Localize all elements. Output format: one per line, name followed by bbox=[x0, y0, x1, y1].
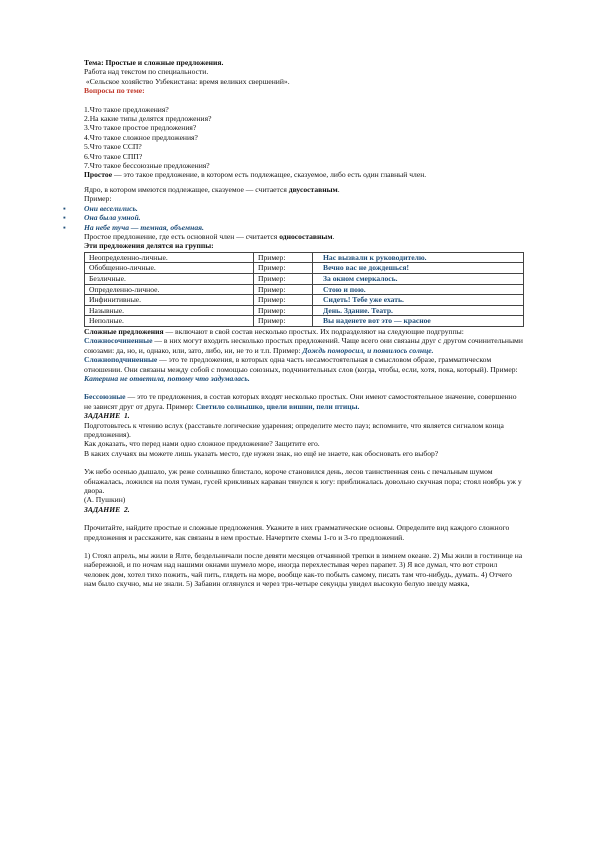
question-item: 1.Что такое предложения? bbox=[84, 104, 169, 114]
ssp-definition bbox=[84, 336, 524, 355]
group-example: Нас вызвали к руководителю. bbox=[313, 252, 524, 263]
example-item: ▪ Они веселились. bbox=[84, 204, 524, 213]
task2-title: ЗАДАНИЕ 2. bbox=[84, 504, 130, 514]
group-label: Пример: bbox=[254, 263, 313, 274]
example-label: Пример: bbox=[84, 194, 112, 204]
task2-instruction: Прочитайте, найдите простые и сложные предложения. Укажите в них грамматические основы. Определите вид каждого сложного предложения и расскажите, как связаны в нем простые. Начертите схемы 1-го и 3-го предложений. bbox=[84, 523, 510, 542]
bsp-text: — это те предложения, в состав которых входят несколько простых. Они имеют самостоятельное значение, совершенно не зависят друг от друга. Пример: bbox=[84, 392, 517, 411]
task1-instruction: Подготовьтесь к чтению вслух (расставьте логические ударения; определите место пауз; вспомните, что является сигналом конца предложения). bbox=[84, 420, 504, 439]
subtitle-line: Работа над текстом по специальности. bbox=[84, 67, 209, 77]
spp-example: Катерина не ответила, потому что задумалась. bbox=[84, 373, 250, 383]
task1-title: ЗАДАНИЕ 1. bbox=[84, 411, 130, 421]
two-part-text: Ядро, в котором имеются подлежащее, сказуемое — считается bbox=[84, 184, 289, 194]
group-example: Вы наденете вот это — красное bbox=[313, 316, 524, 327]
task2-text: 1) Стоял апрель, мы жили в Ялте, бездельничали после девяти месяцев отчаянной трепки в зимнем океане. 2) Мы жили в гостинице на набережной, и по ночам над нашими окнами шумело море, иногда перехлестывая через парапет. 3) Я все думал, что вот строил человек дом, хотел тихо пожить, чай пить, глядеть на море, вообще как-то побыть самому, писать там что-нибудь, думать. 4) Отчего нам было скучно, мы не знали. 5) Забавин оглянулся и через три-четыре секунды увидел высокую белую звезду маяка, bbox=[84, 551, 523, 589]
table-row bbox=[85, 263, 524, 274]
group-type: Обобщенно-личные. bbox=[85, 263, 254, 274]
group-label: Пример: bbox=[254, 316, 313, 327]
group-type: Инфинитивные. bbox=[85, 295, 254, 306]
group-type: Определенно-личное. bbox=[85, 284, 254, 295]
question-item: 3.Что такое простое предложения? bbox=[84, 123, 197, 133]
group-example: Сидеть! Тебе уже ехать. bbox=[313, 295, 524, 306]
complex-definition bbox=[84, 327, 524, 336]
subtitle-line: «Сельское хозяйство Узбекистана: время великих свершений». bbox=[84, 76, 290, 86]
page-title: Тема: Простые и сложные предложения. bbox=[84, 58, 224, 67]
bsp-example: Светило солнышко, цвели вишни, пели птицы. bbox=[195, 401, 360, 411]
poem-text: Уж небо осенью дышало, уж реже солнышко блистало, короче становился день, лесов таинственная сень с печальным шумом обнажалась, ложился на поля туман, гусей крикливых караван тянулся к югу: приближалась довольно скучная пора; стоял ноябрь уж у двора. bbox=[84, 467, 522, 495]
task1-instruction: Как доказать, что перед нами одно сложное предложение? Защитите его. bbox=[84, 439, 320, 449]
spp-definition bbox=[84, 355, 524, 383]
group-label: Пример: bbox=[254, 252, 313, 263]
simple-text: — это такое предложение, в котором есть подлежащее, сказуемое, либо есть один главный член. bbox=[112, 170, 427, 180]
one-part-text: Простое предложение, где есть основной член — считается bbox=[84, 231, 280, 241]
ssp-term: Сложносочиненные bbox=[84, 336, 153, 346]
task1-instruction: В каких случаях вы можете лишь указать место, где нужен знак, но ещё не знаете, как обосновать его выбор? bbox=[84, 448, 439, 458]
group-example: За окном смеркалось. bbox=[313, 273, 524, 284]
table-row bbox=[85, 305, 524, 316]
table-row bbox=[85, 295, 524, 306]
table-row bbox=[85, 252, 524, 263]
example-item: ▪ Она была умной. bbox=[84, 213, 524, 222]
bsp-definition bbox=[84, 392, 524, 411]
question-item: 4.Что такое сложное предложения? bbox=[84, 132, 198, 142]
question-item: 2.На какие типы делятся предложения? bbox=[84, 114, 212, 124]
poem-author: (А. Пушкин) bbox=[84, 495, 126, 505]
group-example: Вечно вас не дождешься! bbox=[313, 263, 524, 274]
group-example: День. Здание. Театр. bbox=[313, 305, 524, 316]
group-label: Пример: bbox=[254, 295, 313, 306]
group-type: Неполные. bbox=[85, 316, 254, 327]
group-label: Пример: bbox=[254, 284, 313, 295]
ssp-text: — в них могут входить несколько простых предложений. Чаще всего они связаны друг с другом сочинительными союзами: да, но, и, однако, или, зато, либо, ни, не то и т.п. Пример: bbox=[84, 336, 523, 355]
examples-list bbox=[84, 204, 524, 232]
table-row bbox=[85, 316, 524, 327]
group-type: Неопределенно-личные. bbox=[85, 252, 254, 263]
spp-text: — это те предложения, в которых одна часть несамостоятельная в смысловом образе, грамматическом отношении. Они связаны между собой с помощью союзных, подчинительных слов (когда, чтобы, если, хотя, пока, который). Пример: bbox=[84, 355, 518, 374]
groups-heading: Эти предложения делятся на группы: bbox=[84, 241, 214, 251]
groups-table bbox=[84, 252, 524, 327]
example-item: ▪ На небе туча — темная, объемная. bbox=[84, 223, 524, 232]
questions-heading: Вопросы по теме: bbox=[84, 86, 145, 96]
simple-term: Простое bbox=[84, 170, 113, 180]
ssp-example: Дождь поморосил, и появилось солнце. bbox=[302, 345, 434, 355]
group-type: Назывные. bbox=[85, 305, 254, 316]
complex-text: — включают в свой состав несколько простых. Их подразделяют на следующие подгруппы: bbox=[163, 326, 464, 336]
complex-term: Сложные предложения bbox=[84, 326, 164, 336]
table-row bbox=[85, 273, 524, 284]
group-label: Пример: bbox=[254, 273, 313, 284]
bsp-term: Бессоюзные bbox=[84, 392, 126, 402]
two-part-term: двусоставным bbox=[288, 184, 338, 194]
two-part-definition: Ядро, в котором имеются подлежащее, сказуемое — считается двусоставным. bbox=[84, 184, 340, 194]
spp-term: Сложноподчиненные bbox=[84, 355, 158, 365]
one-part-term: односоставным bbox=[279, 231, 333, 241]
group-label: Пример: bbox=[254, 305, 313, 316]
question-item: 5.Что такое ССП? bbox=[84, 142, 142, 152]
table-row bbox=[85, 284, 524, 295]
group-type: Безличные. bbox=[85, 273, 254, 284]
group-example: Стою и пою. bbox=[313, 284, 524, 295]
document-page bbox=[84, 58, 524, 589]
questions-list bbox=[84, 105, 524, 171]
one-part-definition: Простое предложение, где есть основной член — считается односоставным. bbox=[84, 231, 335, 241]
simple-definition bbox=[84, 170, 524, 179]
question-item: 7.Что такое бессоюзные предложения? bbox=[84, 161, 210, 171]
question-item: 6.Что такое СПП? bbox=[84, 151, 143, 161]
